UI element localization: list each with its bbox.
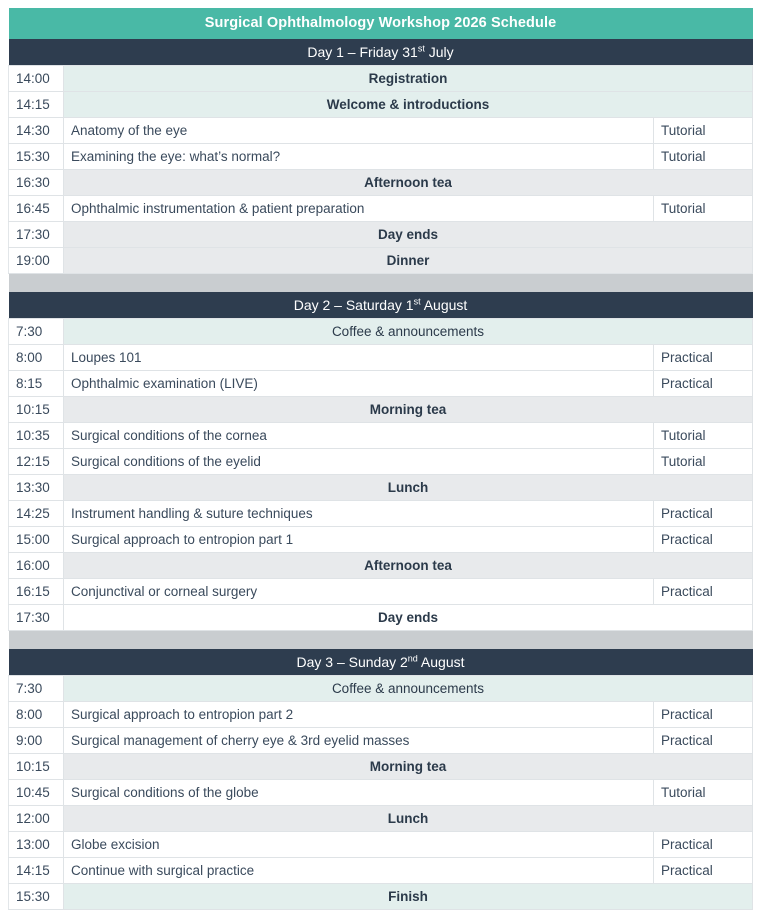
day-spacer — [9, 631, 753, 650]
session-type: Practical — [654, 832, 753, 858]
session-type: Tutorial — [654, 423, 753, 449]
session-title: Examining the eye: what’s normal? — [64, 144, 654, 170]
session-time: 19:00 — [9, 248, 64, 274]
schedule-row — [9, 728, 753, 754]
schedule-row — [9, 118, 753, 144]
schedule-row — [9, 222, 753, 248]
session-type: Practical — [654, 345, 753, 371]
day-header-row-1 — [9, 39, 753, 66]
workshop-schedule-table — [8, 8, 753, 910]
session-type: Practical — [654, 702, 753, 728]
session-time: 16:45 — [9, 196, 64, 222]
schedule-row — [9, 319, 753, 345]
session-time: 15:00 — [9, 527, 64, 553]
session-title: Continue with surgical practice — [64, 858, 654, 884]
session-title-merged: Lunch — [64, 806, 753, 832]
schedule-row — [9, 527, 753, 553]
day-spacer — [9, 274, 753, 293]
schedule-row — [9, 475, 753, 501]
session-title-merged: Registration — [64, 66, 753, 92]
session-type: Tutorial — [654, 449, 753, 475]
session-title-merged: Day ends — [64, 222, 753, 248]
session-title: Conjunctival or corneal surgery — [64, 579, 654, 605]
session-type: Tutorial — [654, 144, 753, 170]
day-spacer-row — [9, 631, 753, 650]
session-time: 10:15 — [9, 754, 64, 780]
session-title: Surgical conditions of the eyelid — [64, 449, 654, 475]
session-time: 7:30 — [9, 676, 64, 702]
day-header-label: Day 3 – Sunday 2nd August — [9, 649, 753, 676]
schedule-row — [9, 371, 753, 397]
session-time: 9:00 — [9, 728, 64, 754]
session-time: 8:15 — [9, 371, 64, 397]
session-time: 12:15 — [9, 449, 64, 475]
day-spacer-row — [9, 274, 753, 293]
schedule-row — [9, 884, 753, 910]
schedule-row — [9, 196, 753, 222]
session-title-merged: Coffee & announcements — [64, 319, 753, 345]
schedule-row — [9, 553, 753, 579]
session-title-merged: Lunch — [64, 475, 753, 501]
session-title: Loupes 101 — [64, 345, 654, 371]
schedule-row — [9, 832, 753, 858]
session-time: 16:15 — [9, 579, 64, 605]
session-title-merged: Dinner — [64, 248, 753, 274]
session-title-merged: Afternoon tea — [64, 170, 753, 196]
session-title: Globe excision — [64, 832, 654, 858]
day-header-row-2 — [9, 292, 753, 319]
session-time: 15:30 — [9, 144, 64, 170]
session-time: 7:30 — [9, 319, 64, 345]
schedule-row — [9, 397, 753, 423]
schedule-row — [9, 579, 753, 605]
schedule-row — [9, 780, 753, 806]
session-title: Surgical management of cherry eye & 3rd eyelid masses — [64, 728, 654, 754]
page-title: Surgical Ophthalmology Workshop 2026 Schedule — [9, 8, 753, 39]
session-title-merged: Morning tea — [64, 397, 753, 423]
session-time: 14:00 — [9, 66, 64, 92]
session-title: Ophthalmic examination (LIVE) — [64, 371, 654, 397]
schedule-row — [9, 248, 753, 274]
session-type: Tutorial — [654, 196, 753, 222]
session-type: Practical — [654, 527, 753, 553]
session-title: Instrument handling & suture techniques — [64, 501, 654, 527]
session-type: Tutorial — [654, 780, 753, 806]
schedule-row — [9, 702, 753, 728]
schedule-row — [9, 501, 753, 527]
schedule-row — [9, 806, 753, 832]
session-type: Practical — [654, 501, 753, 527]
schedule-row — [9, 66, 753, 92]
session-time: 8:00 — [9, 345, 64, 371]
session-time: 10:35 — [9, 423, 64, 449]
schedule-row — [9, 754, 753, 780]
session-time: 16:00 — [9, 553, 64, 579]
session-title-merged: Coffee & announcements — [64, 676, 753, 702]
day-header-label: Day 2 – Saturday 1st August — [9, 292, 753, 319]
schedule-row — [9, 605, 753, 631]
session-title: Surgical approach to entropion part 2 — [64, 702, 654, 728]
session-title: Surgical conditions of the globe — [64, 780, 654, 806]
schedule-row — [9, 676, 753, 702]
session-time: 14:15 — [9, 92, 64, 118]
schedule-title-row — [9, 8, 753, 39]
session-time: 15:30 — [9, 884, 64, 910]
schedule-row — [9, 170, 753, 196]
session-time: 14:15 — [9, 858, 64, 884]
session-title-merged: Afternoon tea — [64, 553, 753, 579]
session-title-merged: Morning tea — [64, 754, 753, 780]
session-time: 14:25 — [9, 501, 64, 527]
schedule-row — [9, 449, 753, 475]
session-time: 17:30 — [9, 605, 64, 631]
session-type: Tutorial — [654, 118, 753, 144]
session-time: 16:30 — [9, 170, 64, 196]
session-time: 14:30 — [9, 118, 64, 144]
session-time: 10:45 — [9, 780, 64, 806]
schedule-row — [9, 345, 753, 371]
session-title-merged: Day ends — [64, 605, 753, 631]
session-time: 13:30 — [9, 475, 64, 501]
schedule-row — [9, 144, 753, 170]
session-title-merged: Finish — [64, 884, 753, 910]
session-time: 8:00 — [9, 702, 64, 728]
session-time: 12:00 — [9, 806, 64, 832]
day-header-row-3 — [9, 649, 753, 676]
schedule-row — [9, 423, 753, 449]
session-type: Practical — [654, 371, 753, 397]
day-header-label: Day 1 – Friday 31st July — [9, 39, 753, 66]
session-title: Surgical approach to entropion part 1 — [64, 527, 654, 553]
session-time: 10:15 — [9, 397, 64, 423]
session-type: Practical — [654, 579, 753, 605]
session-title-merged: Welcome & introductions — [64, 92, 753, 118]
session-title: Anatomy of the eye — [64, 118, 654, 144]
schedule-row — [9, 858, 753, 884]
session-type: Practical — [654, 858, 753, 884]
schedule-row — [9, 92, 753, 118]
session-title: Surgical conditions of the cornea — [64, 423, 654, 449]
session-type: Practical — [654, 728, 753, 754]
session-time: 17:30 — [9, 222, 64, 248]
session-time: 13:00 — [9, 832, 64, 858]
session-title: Ophthalmic instrumentation & patient preparation — [64, 196, 654, 222]
